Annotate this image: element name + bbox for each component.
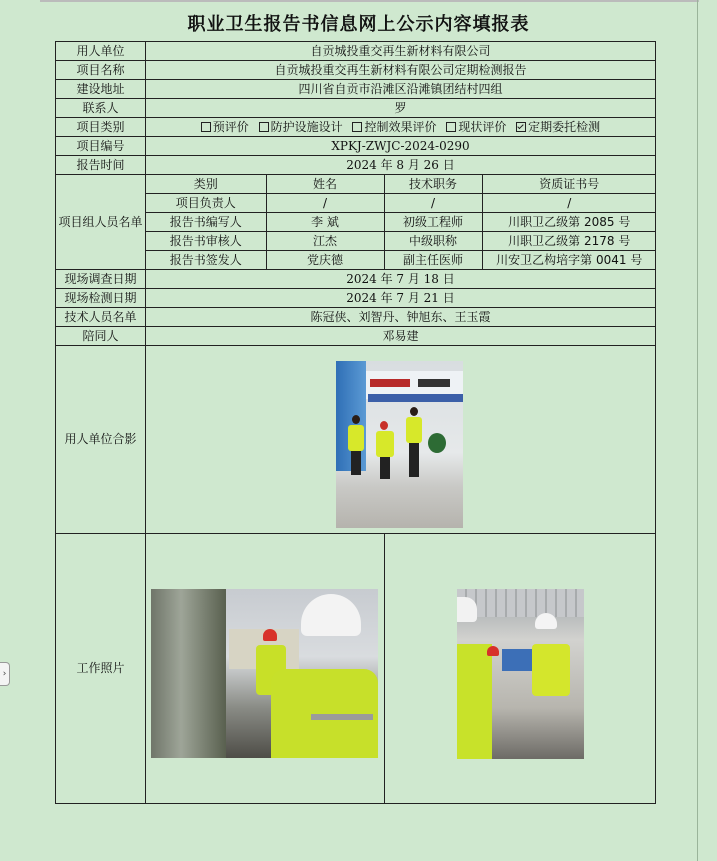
option-pre-evaluation[interactable] (201, 120, 249, 134)
member-name: 党庆德 (266, 251, 384, 270)
group-photo-image (336, 361, 463, 528)
row-escort (56, 327, 656, 346)
member-role: 项目负责人 (146, 194, 266, 213)
member-role: 报告书签发人 (146, 251, 266, 270)
team-table-cell (146, 175, 656, 270)
photo-frame (151, 589, 226, 758)
row-report-time (56, 156, 656, 175)
option-periodic-testing[interactable] (516, 120, 600, 134)
top-divider (40, 0, 699, 2)
work-photo-1 (151, 589, 378, 758)
photo-plant (428, 433, 446, 453)
option-label: 防护设施设计 (270, 119, 343, 134)
photo-divider (384, 534, 385, 803)
row-project-no (56, 137, 656, 156)
member-name: 李 斌 (266, 213, 384, 232)
employer-label: 用人单位 (56, 42, 146, 61)
chevron-right-icon: › (2, 669, 7, 679)
test-date-value: 2024 年 7 月 21 日 (146, 289, 656, 308)
team-member-row (146, 213, 656, 232)
member-cert: 川职卫乙级第 2178 号 (482, 232, 656, 251)
member-title: 中级职称 (384, 232, 482, 251)
checkbox-icon[interactable] (446, 122, 456, 132)
project-name-value: 自贡城投重交再生新材料有限公司定期检测报告 (146, 61, 656, 80)
tech-staff-value: 陈冠侠、刘智丹、钟旭东、王玉霞 (146, 308, 656, 327)
escort-label: 陪同人 (56, 327, 146, 346)
team-header: 姓名 (266, 175, 384, 194)
team-header-row (146, 175, 656, 194)
photo-logo (370, 379, 410, 387)
row-address (56, 80, 656, 99)
photo-helmet (263, 629, 277, 641)
photo-logo (418, 379, 450, 387)
photo-vest (532, 644, 570, 696)
project-no-value: XPKJ-ZWJC-2024-0290 (146, 137, 656, 156)
member-cert: 川职卫乙级第 2085 号 (482, 213, 656, 232)
report-time-value: 2024 年 8 月 26 日 (146, 156, 656, 175)
team-member-row (146, 194, 656, 213)
option-control-evaluation[interactable] (352, 120, 436, 134)
side-expand-tab[interactable] (0, 662, 10, 686)
photo-vest (457, 644, 492, 759)
checkbox-icon[interactable] (201, 122, 211, 132)
row-employer (56, 42, 656, 61)
photo-helmet (535, 613, 557, 629)
row-tech-staff (56, 308, 656, 327)
option-label: 控制效果评价 (364, 119, 437, 134)
group-photo-label: 用人单位合影 (56, 346, 146, 534)
category-options (146, 118, 656, 137)
photo-helmet (301, 594, 361, 636)
team-header: 类别 (146, 175, 266, 194)
report-time-label: 报告时间 (56, 156, 146, 175)
member-role: 报告书审核人 (146, 232, 266, 251)
row-project-name (56, 61, 656, 80)
team-member-row (146, 251, 656, 270)
checked-checkbox-icon[interactable] (516, 122, 526, 132)
page-edge (697, 0, 698, 861)
member-cert: 川安卫乙构培字第 0041 号 (482, 251, 656, 270)
option-label: 预评价 (212, 119, 249, 134)
team-label: 项目组人员名单 (56, 175, 146, 270)
member-cert: / (482, 194, 656, 213)
option-label: 定期委托检测 (528, 119, 601, 134)
option-status-evaluation[interactable] (446, 120, 506, 134)
member-name: / (266, 194, 384, 213)
project-name-label: 项目名称 (56, 61, 146, 80)
category-label: 项目类别 (56, 118, 146, 137)
photo-helmet (457, 597, 477, 622)
address-label: 建设地址 (56, 80, 146, 99)
test-date-label: 现场检测日期 (56, 289, 146, 308)
row-contact (56, 99, 656, 118)
project-no-label: 项目编号 (56, 137, 146, 156)
row-test-date (56, 289, 656, 308)
checkbox-icon[interactable] (259, 122, 269, 132)
work-photo-2 (457, 589, 584, 759)
member-role: 报告书编写人 (146, 213, 266, 232)
work-photos-label: 工作照片 (56, 534, 146, 804)
contact-value: 罗 (146, 99, 656, 118)
survey-date-value: 2024 年 7 月 18 日 (146, 270, 656, 289)
photo-helmet (487, 646, 499, 656)
photo-banner (368, 394, 463, 402)
member-title: / (384, 194, 482, 213)
team-header: 技术职务 (384, 175, 482, 194)
member-name: 江杰 (266, 232, 384, 251)
photo-screen (502, 649, 534, 671)
option-protection-design[interactable] (259, 120, 343, 134)
team-table (146, 175, 656, 269)
team-header: 资质证书号 (482, 175, 656, 194)
photo-reflective-stripe (311, 714, 373, 720)
employer-value: 自贡城投重交再生新材料有限公司 (146, 42, 656, 61)
row-team (56, 175, 656, 270)
page-title: 职业卫生报告书信息网上公示内容填报表 (187, 14, 530, 35)
row-survey-date (56, 270, 656, 289)
address-value: 四川省自贡市沿滩区沿滩镇团结村四组 (146, 80, 656, 99)
tech-staff-label: 技术人员名单 (56, 308, 146, 327)
row-category (56, 118, 656, 137)
team-member-row (146, 232, 656, 251)
member-title: 初级工程师 (384, 213, 482, 232)
escort-value: 邓易建 (146, 327, 656, 346)
member-title: 副主任医师 (384, 251, 482, 270)
checkbox-icon[interactable] (352, 122, 362, 132)
contact-label: 联系人 (56, 99, 146, 118)
survey-date-label: 现场调查日期 (56, 270, 146, 289)
option-label: 现状评价 (458, 119, 507, 134)
